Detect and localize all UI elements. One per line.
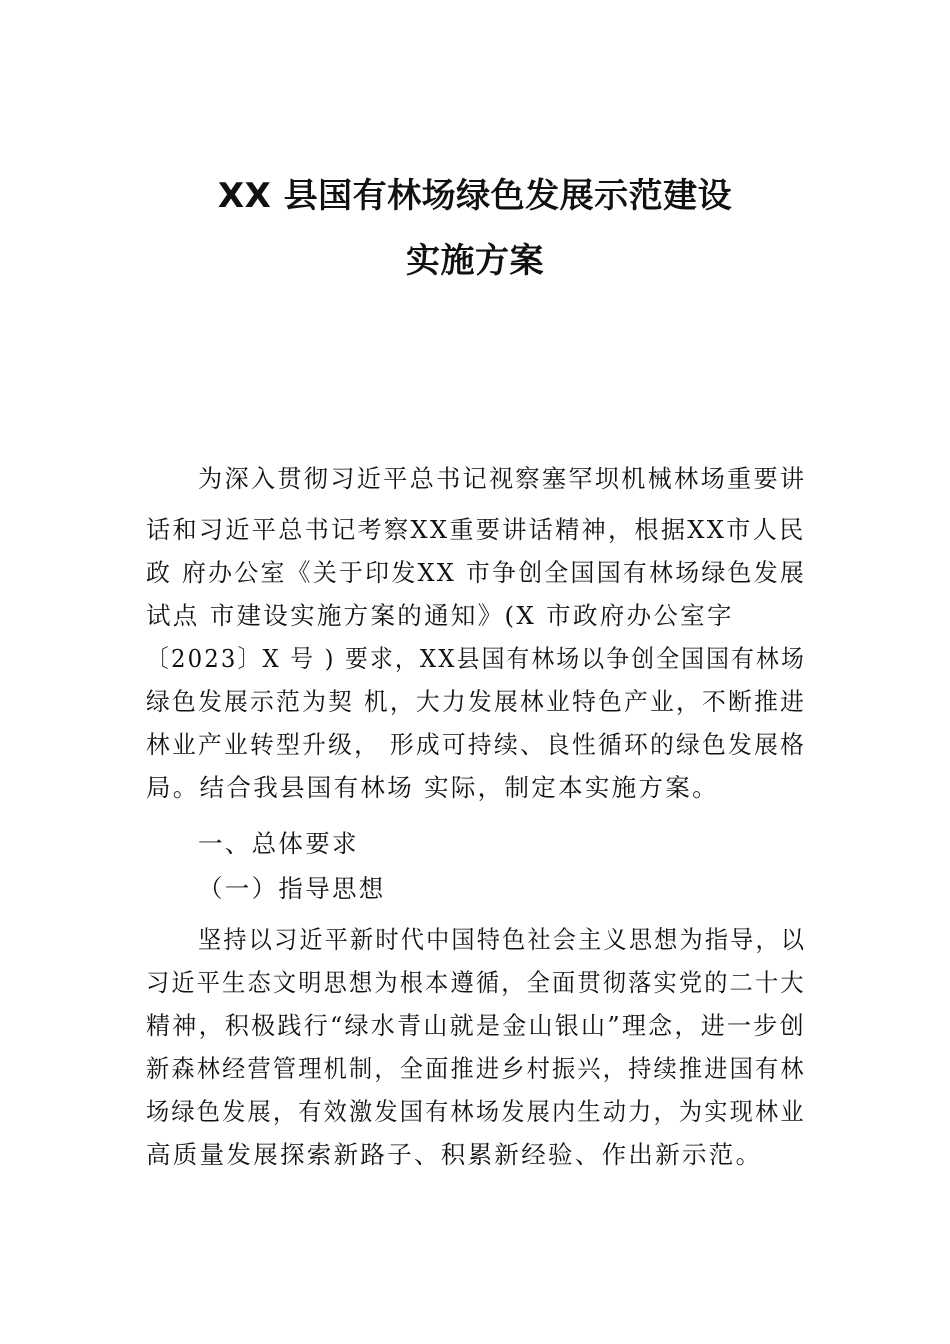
- intro-paragraph-line: 绿色发展示范为契 机，大力发展林业特色产业，不断推进: [146, 687, 807, 716]
- intro-paragraph-line: 为深入贯彻习近平总书记视察塞罕坝机械林场重要讲: [198, 464, 807, 493]
- guiding-paragraph-line: 新森林经营管理机制，全面推进乡村振兴，持续推进国有林: [146, 1054, 806, 1083]
- intro-paragraph-line: 局。结合我县国有林场 实际，制定本实施方案。: [146, 773, 719, 802]
- document-title-line-2: 实施方案: [406, 241, 544, 281]
- intro-paragraph-line: 〔2023〕X 号 ) 要求，XX县国有林场以争创全国国有林场: [146, 644, 806, 673]
- guiding-paragraph-line: 坚持以习近平新时代中国特色社会主义思想为指导，以: [198, 925, 807, 954]
- intro-paragraph-line: 话和习近平总书记考察XX重要讲话精神，根据XX市人民: [146, 515, 806, 544]
- guiding-paragraph-line: 场绿色发展，有效激发国有林场发展内生动力，为实现林业: [146, 1097, 806, 1126]
- intro-paragraph-line: 林业产业转型升级， 形成可持续、良性循环的绿色发展格: [146, 730, 807, 759]
- intro-paragraph-line: 试点 市建设实施方案的通知》(X 市政府办公室字: [146, 601, 734, 630]
- intro-paragraph-line: 政 府办公室《关于印发XX 市争创全国国有林场绿色发展: [146, 558, 807, 587]
- guiding-paragraph-line: 高质量发展探索新路子、积累新经验、作出新示范。: [146, 1140, 763, 1169]
- section-heading: 一、总体要求: [198, 829, 359, 858]
- guiding-paragraph-line: 习近平生态文明思想为根本遵循，全面贯彻落实党的二十大: [146, 968, 806, 997]
- guiding-paragraph-line: 精神，积极践行“绿水青山就是金山银山”理念，进一步创: [146, 1011, 806, 1040]
- document-title-line-1: XX 县国有林场绿色发展示范建设: [217, 176, 733, 216]
- subsection-heading: （一）指导思想: [198, 874, 386, 903]
